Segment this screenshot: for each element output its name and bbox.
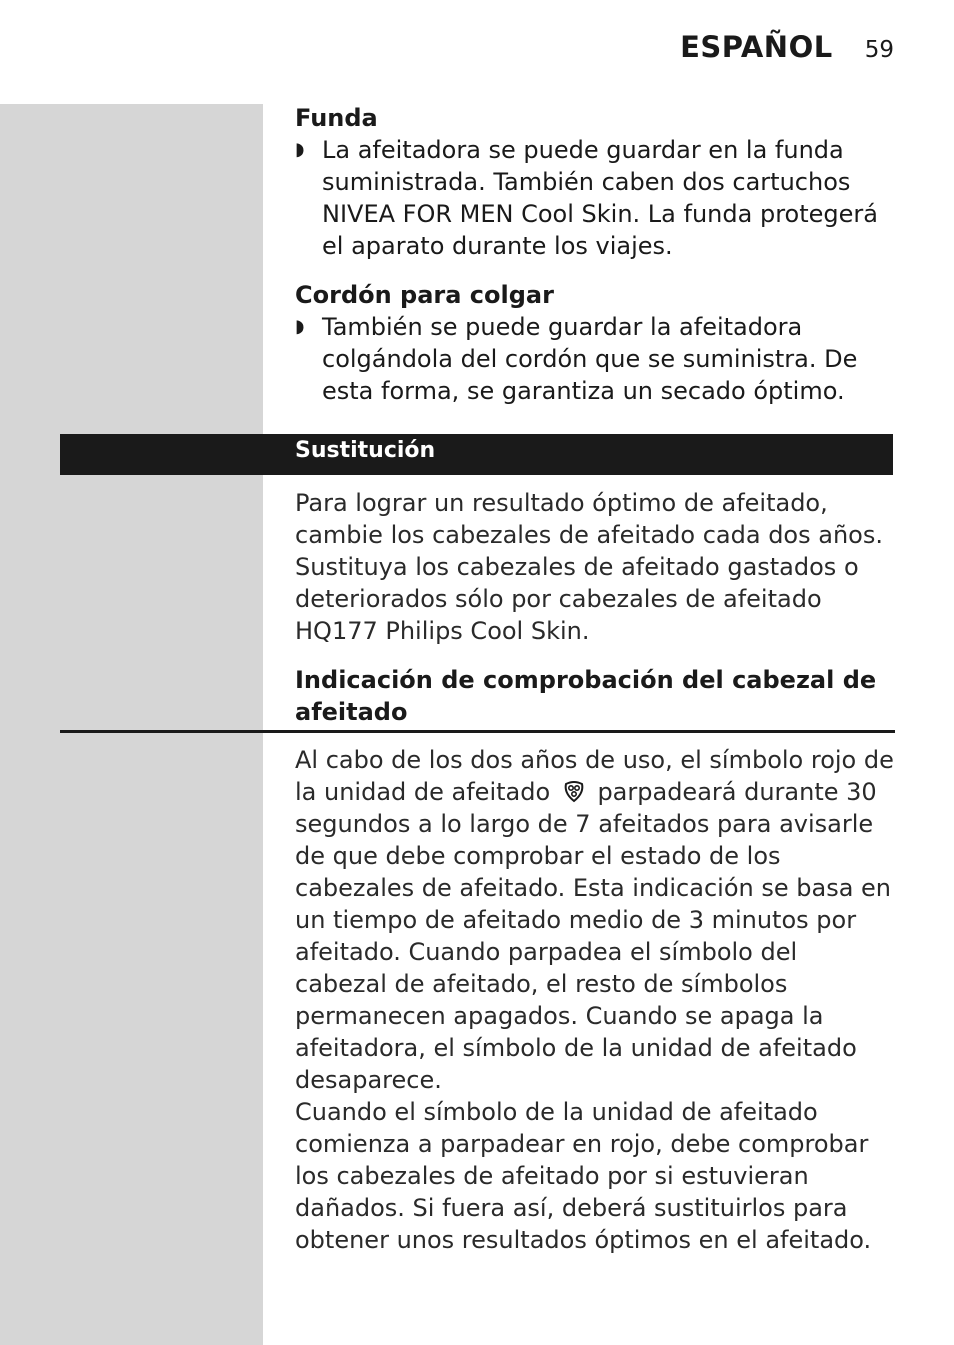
section-divider bbox=[60, 730, 895, 733]
paragraph-text-before-icon: Al cabo de los dos años de uso, el símbolo rojo de la unidad de afeitado bbox=[295, 746, 894, 806]
left-gray-margin bbox=[0, 104, 263, 1345]
paragraph: Sustituya los cabezales de afeitado gastados o deteriorados sólo por cabezales de afeitado HQ177 Philips Cool Skin. bbox=[295, 553, 859, 645]
section-indicacion-heading bbox=[295, 664, 895, 728]
paragraph: Para lograr un resultado óptimo de afeitado, cambie los cabezales de afeitado cada dos años. bbox=[295, 489, 883, 549]
language-label: ESPAÑOL bbox=[680, 30, 833, 64]
bullet-text: También se puede guardar la afeitadora colgándola del cordón que se suministra. De esta forma, se garantiza un secado óptimo. bbox=[322, 313, 858, 405]
section-title-funda: Funda bbox=[295, 104, 378, 132]
bullet-text: La afeitadora se puede guardar en la funda suministrada. También caben dos cartuchos NIVEA FOR MEN Cool Skin. La funda protegerá el aparato durante los viajes. bbox=[322, 136, 878, 260]
list-item bbox=[295, 134, 895, 262]
shaving-unit-icon bbox=[562, 779, 586, 803]
section-funda bbox=[295, 102, 895, 262]
section-title-cordon: Cordón para colgar bbox=[295, 281, 554, 309]
section-cordon bbox=[295, 279, 895, 407]
bullet-triangle-icon: ◗ bbox=[295, 139, 305, 160]
section-indicacion bbox=[295, 744, 895, 1256]
list-item bbox=[295, 311, 895, 407]
page-header bbox=[680, 30, 894, 64]
section-banner bbox=[60, 434, 893, 475]
paragraph bbox=[295, 744, 895, 1096]
section-title-indicacion: Indicación de comprobación del cabezal de afeitado bbox=[295, 666, 877, 726]
page-number: 59 bbox=[864, 37, 894, 63]
section-sustitucion bbox=[295, 487, 895, 647]
paragraph-text-after-icon: parpadeará durante 30 segundos a lo largo de 7 afeitados para avisarle de que debe comprobar el estado de los cabezales de afeitado. Esta indicación se basa en un tiempo de afeitado medio de 3 minutos por afeitado. Cuando parpadea el símbolo del cabezal de afeitado, el resto de símbolos permanecen apagados. Cuando se apaga la afeitadora, el símbolo de la unidad de afeitado desaparece. bbox=[295, 778, 892, 1094]
paragraph: Cuando el símbolo de la unidad de afeitado comienza a parpadear en rojo, debe comprobar los cabezales de afeitado por si estuvieran dañados. Si fuera así, deberá sustituirlos para obtener unos resultados óptimos en el afeitado. bbox=[295, 1098, 872, 1254]
bullet-triangle-icon: ◗ bbox=[295, 316, 305, 337]
section-title-sustitucion: Sustitución bbox=[295, 438, 436, 463]
